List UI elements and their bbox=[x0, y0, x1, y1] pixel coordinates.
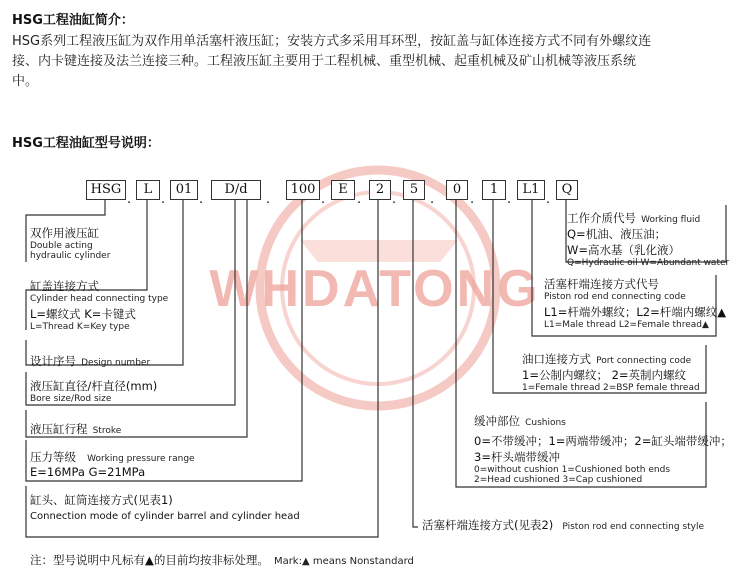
code-box: 01 bbox=[170, 180, 198, 200]
code-box: HSG bbox=[86, 180, 126, 200]
desc-head-connect bbox=[30, 278, 168, 332]
desc-pressure bbox=[30, 446, 195, 479]
desc-cn: 液压缸直径/杆直径(mm) bbox=[30, 379, 158, 393]
code-box: L bbox=[136, 180, 160, 200]
desc-en: 1=Female thread 2=BSP female thread bbox=[522, 383, 700, 393]
desc-en: Bore size/Rod size bbox=[30, 394, 112, 404]
desc-cn: 0=不带缓冲；1=两端带缓冲；2=缸头端带缓冲； bbox=[474, 434, 732, 448]
desc-en: hydraulic cylinder bbox=[30, 251, 111, 261]
desc-cn: 液压缸行程 bbox=[30, 422, 88, 436]
desc-en: Cylinder head connecting type bbox=[30, 294, 169, 304]
desc-cn: E=16MPa G=21MPa bbox=[30, 465, 146, 479]
desc-en: Q=Hydraulic oil W=Abundant water bbox=[567, 258, 730, 268]
separator-dot: . bbox=[507, 192, 512, 207]
separator-dot: . bbox=[430, 192, 435, 207]
desc-en: Working fluid bbox=[641, 215, 701, 225]
desc-cn: 活塞杆端连接方式代号 bbox=[544, 277, 659, 291]
desc-cn: 油口连接方式 bbox=[522, 352, 591, 366]
code-box: 2 bbox=[369, 180, 391, 200]
desc-en: Port connecting code bbox=[596, 356, 692, 366]
desc-en: Double acting bbox=[30, 241, 93, 251]
leader-line bbox=[413, 199, 418, 527]
desc-cn: 1=公制内螺纹； 2=英制内螺纹 bbox=[522, 368, 687, 382]
desc-cn: 设计序号 bbox=[30, 354, 76, 368]
code-box: 1 bbox=[482, 180, 506, 200]
code-box: Q bbox=[556, 180, 578, 200]
code-box: E bbox=[331, 180, 355, 200]
desc-en: Piston rod end connecting code bbox=[544, 292, 686, 302]
desc-cn: 双作用液压缸 bbox=[30, 226, 99, 240]
desc-cn: 缸头、缸筒连接方式(见表1) bbox=[30, 493, 173, 507]
desc-en: L1=Male thread L2=Female thread▲ bbox=[544, 320, 709, 330]
desc-stroke bbox=[30, 418, 121, 437]
code-box: D/d bbox=[211, 180, 261, 200]
desc-cn: 3=杆头端带缓冲 bbox=[474, 450, 560, 464]
desc-cn: L=螺纹式 K=卡键式 bbox=[30, 307, 136, 321]
desc-working-fluid bbox=[567, 207, 729, 268]
desc-cn: 缓冲部位 bbox=[474, 414, 520, 428]
desc-design-number bbox=[30, 350, 150, 369]
model-title: HSG工程油缸型号说明： bbox=[12, 136, 160, 151]
desc-rod-connect-style bbox=[422, 514, 704, 533]
separator-dot: . bbox=[546, 192, 551, 207]
separator-dot: . bbox=[357, 192, 362, 207]
desc-cn: Q=机油、液压油； bbox=[567, 227, 667, 241]
desc-barrel-connect bbox=[30, 492, 300, 522]
desc-en: Working pressure range bbox=[87, 454, 195, 464]
desc-en: Connection mode of cylinder barrel and cylinder head bbox=[30, 511, 300, 522]
watermark-text: WHDATONG bbox=[209, 260, 541, 318]
code-box: L1 bbox=[517, 180, 545, 200]
desc-cushions bbox=[474, 410, 732, 485]
separator-dot: . bbox=[321, 192, 326, 207]
desc-en: Cushions bbox=[525, 418, 566, 428]
separator-dot: . bbox=[161, 192, 166, 207]
desc-cn: 工作介质代号 bbox=[567, 211, 636, 225]
desc-en: Piston rod end connecting style bbox=[562, 522, 705, 532]
desc-en: Stroke bbox=[92, 426, 122, 436]
desc-cn: W=高水基（乳化液） bbox=[567, 243, 681, 257]
note bbox=[30, 549, 414, 568]
separator-dot: . bbox=[127, 192, 132, 207]
intro-line: 接、内卡键连接及法兰连接三种。工程液压缸主要用于工程机械、重型机械、起重机械及矿山机械等液压系统 bbox=[12, 54, 637, 69]
desc-cn: L1=杆端外螺纹；L2=杆端内螺纹▲ bbox=[544, 305, 727, 319]
code-box: 5 bbox=[403, 180, 425, 200]
note-en: Mark:▲ means Nonstandard bbox=[273, 556, 414, 567]
desc-cn: 活塞杆端连接方式(见表2) bbox=[422, 518, 554, 532]
desc-en: Design number bbox=[81, 358, 151, 368]
desc-en: L=Thread K=Key type bbox=[30, 322, 130, 332]
intro-line: 中。 bbox=[12, 74, 39, 89]
separator-dot: . bbox=[266, 192, 271, 207]
desc-cylinder-type bbox=[30, 225, 110, 261]
code-box: 0 bbox=[446, 180, 468, 200]
desc-en: 0=without cushion 1=Cushioned both ends bbox=[474, 465, 671, 475]
desc-bore-size bbox=[30, 378, 157, 404]
desc-cn: 缸盖连接方式 bbox=[30, 279, 99, 293]
desc-en: 2=Head cushioned 3=Cap cushioned bbox=[474, 475, 643, 485]
intro-title: HSG工程油缸简介： bbox=[12, 13, 134, 28]
separator-dot: . bbox=[470, 192, 475, 207]
separator-dot: . bbox=[392, 192, 397, 207]
desc-port-connect bbox=[522, 348, 700, 393]
separator-dot: . bbox=[199, 192, 204, 207]
code-box: 100 bbox=[286, 180, 320, 200]
desc-cn: 压力等级 bbox=[30, 450, 76, 464]
note-cn: 注：型号说明中凡标有▲的目前均按非标处理。 bbox=[30, 553, 269, 567]
desc-rod-end-code bbox=[544, 276, 726, 330]
intro-line: HSG系列工程液压缸为双作用单活塞杆液压缸；安装方式多采用耳环型，按缸盖与缸体连接方式不同有外螺纹连 bbox=[12, 34, 652, 49]
